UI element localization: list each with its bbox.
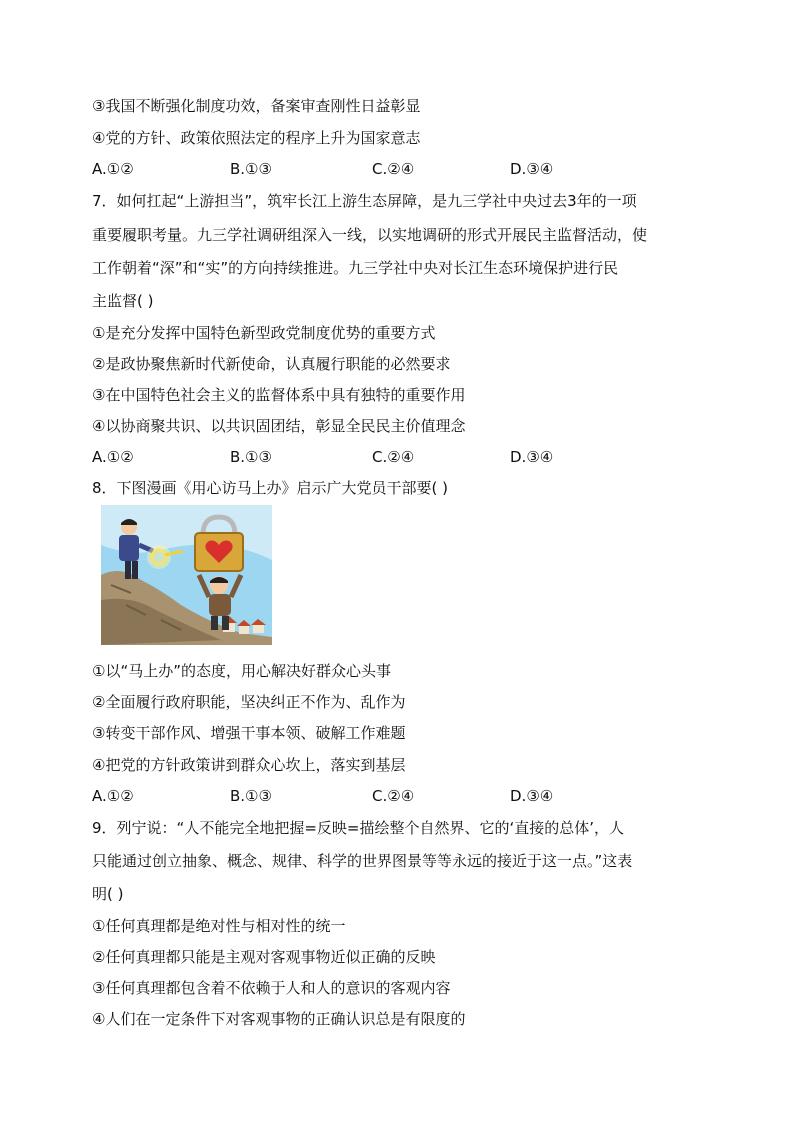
question-7-statement-3: ③在中国特色社会主义的监督体系中具有独特的重要作用	[92, 386, 466, 404]
choice-d: D.③④	[510, 160, 554, 178]
question-7-stem-line: 主监督( )	[92, 292, 154, 310]
question-9-statement-2: ②任何真理都只能是主观对客观事物近似正确的反映	[92, 948, 436, 966]
choice-c: C.②④	[372, 787, 415, 805]
option-statement-3: ③我国不断强化制度功效，备案审查刚性日益彰显	[92, 97, 421, 115]
choice-c: C.②④	[372, 448, 415, 466]
question-8-statement-3: ③转变干部作风、增强干事本领、破解工作难题	[92, 724, 406, 742]
choice-b: B.①③	[230, 787, 272, 805]
choice-a: A.①②	[92, 448, 134, 466]
option-statement-4: ④党的方针、政策依照法定的程序上升为国家意志	[92, 129, 421, 147]
question-7-choices	[92, 447, 712, 467]
question-8-choices	[92, 786, 712, 806]
question-9-stem-line: 明( )	[92, 885, 124, 903]
question-8-statement-4: ④把党的方针政策讲到群众心坎上，落实到基层	[92, 756, 406, 774]
question-9-statement-4: ④人们在一定条件下对客观事物的正确认识总是有限度的	[92, 1010, 466, 1028]
answer-choices	[92, 159, 712, 179]
question-7-statement-4: ④以协商聚共识、以共识固团结，彰显全民民主价值理念	[92, 417, 466, 435]
question-9-stem-line: 9．列宁说：“人不能完全地把握=反映=描绘整个自然界、它的‘直接的总体’，人	[92, 819, 624, 837]
question-7-stem-line: 7．如何扛起“上游担当”，筑牢长江上游生态屏障，是九三学社中央过去3年的一项	[92, 192, 637, 210]
choice-d: D.③④	[510, 787, 554, 805]
question-8-stem: 8．下图漫画《用心访马上办》启示广大党员干部要( )	[92, 479, 449, 497]
question-8-statement-1: ①以“马上办”的态度，用心解决好群众心头事	[92, 662, 391, 680]
question-9-statement-1: ①任何真理都是绝对性与相对性的统一	[92, 917, 346, 935]
question-7-statement-1: ①是充分发挥中国特色新型政党制度优势的重要方式	[92, 324, 436, 342]
choice-b: B.①③	[230, 448, 272, 466]
choice-c: C.②④	[372, 160, 415, 178]
cartoon-illustration	[101, 505, 272, 645]
question-7-stem-line: 工作朝着“深”和“实”的方向持续推进。九三学社中央对长江生态环境保护进行民	[92, 259, 619, 277]
question-7-stem-line: 重要履职考量。九三学社调研组深入一线，以实地调研的形式开展民主监督活动，使	[92, 226, 648, 244]
question-7-statement-2: ②是政协聚焦新时代新使命，认真履行职能的必然要求	[92, 355, 451, 373]
choice-d: D.③④	[510, 448, 554, 466]
choice-a: A.①②	[92, 787, 134, 805]
choice-b: B.①③	[230, 160, 272, 178]
question-9-stem-line: 只能通过创立抽象、概念、规律、科学的世界图景等等永远的接近于这一点。”这表	[92, 852, 633, 870]
cartoon-image	[101, 505, 272, 645]
question-8-statement-2: ②全面履行政府职能，坚决纠正不作为、乱作为	[92, 693, 406, 711]
choice-a: A.①②	[92, 160, 134, 178]
question-9-statement-3: ③任何真理都包含着不依赖于人和人的意识的客观内容	[92, 979, 451, 997]
